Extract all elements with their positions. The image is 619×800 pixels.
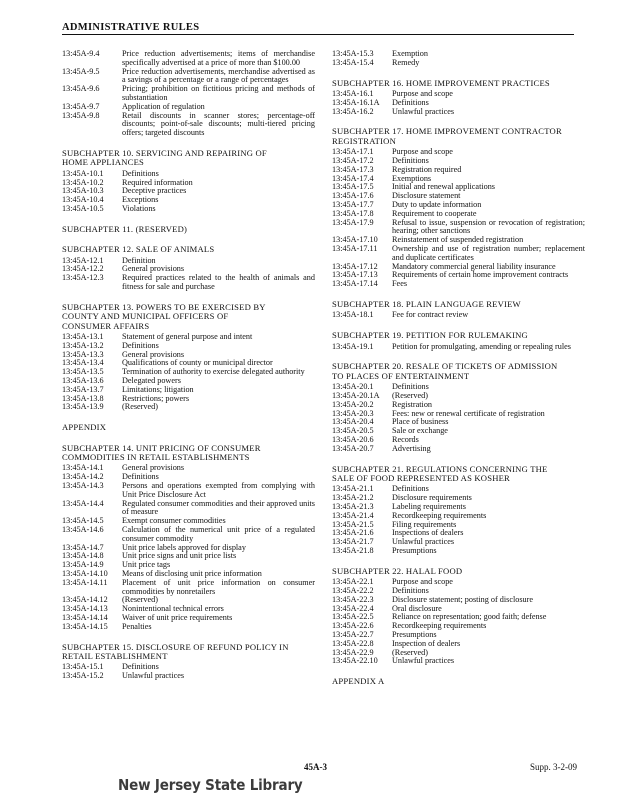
section-number: 13:45A-19.1 <box>332 341 374 351</box>
subchapter-heading-line: CONSUMER AFFAIRS <box>62 320 150 331</box>
section-number: 13:45A-16.2 <box>332 106 374 116</box>
section-number: 13:45A-17.1 <box>332 147 374 157</box>
toc-entry <box>62 205 315 214</box>
section-title: Nonintentional technical errors <box>122 604 224 614</box>
section-number: 13:45A-14.12 <box>62 595 108 605</box>
section-number: 13:45A-9.8 <box>62 110 100 120</box>
section-number: 13:45A-13.6 <box>62 375 104 385</box>
section-number: 13:45A-10.5 <box>62 203 104 213</box>
section-number: 13:45A-13.2 <box>62 340 104 350</box>
subchapter-heading <box>332 127 585 146</box>
library-stamp: New Jersey State Library <box>118 776 303 794</box>
section-number: 13:45A-15.4 <box>332 57 374 67</box>
section-title: Exemption <box>392 49 428 58</box>
section-title: Statement of general purpose and intent <box>122 331 253 341</box>
section-title: Definitions <box>392 382 429 392</box>
toc-entry <box>332 219 585 237</box>
section-number: 13:45A-17.6 <box>332 191 374 201</box>
section-title: (Reserved) <box>392 390 428 400</box>
section-title: Initial and renewal applications <box>392 182 495 192</box>
section-number: 13:45A-17.13 <box>332 270 378 280</box>
section-title: General provisions <box>122 463 185 473</box>
section-title: Registration <box>392 399 433 409</box>
section-title: Penalties <box>122 621 152 631</box>
section-title: Price reduction advertisements; items of merchandise specifically advertised at a price of more than $100.00 <box>122 49 315 67</box>
section-number: 13:45A-17.14 <box>332 279 378 289</box>
toc-entry <box>62 672 315 681</box>
subchapter-heading-line: SUBCHAPTER 22. HALAL FOOD <box>332 565 463 576</box>
section-title: Definitions <box>122 340 159 350</box>
section-title: Unit price signs and unit price lists <box>122 551 237 561</box>
subchapter-heading-line: COMMODITIES IN RETAIL ESTABLISHMENTS <box>62 451 250 462</box>
toc-entry <box>332 343 585 352</box>
section-title: Place of business <box>392 417 449 427</box>
subchapter-heading-line: SUBCHAPTER 18. PLAIN LANGUAGE REVIEW <box>332 298 521 309</box>
section-title: Purpose and scope <box>392 89 453 98</box>
section-number: 13:45A-14.2 <box>62 472 104 482</box>
subchapter-heading-line: SUBCHAPTER 11. (RESERVED) <box>62 223 188 234</box>
subchapter-heading <box>332 465 585 484</box>
section-number: 13:45A-20.1 <box>332 382 374 392</box>
section-title: Disclosure requirements <box>392 493 472 503</box>
left-column <box>62 50 315 681</box>
running-header: ADMINISTRATIVE RULES <box>62 22 200 33</box>
section-title: Reinstatement of suspended registration <box>392 235 524 245</box>
section-title: Definitions <box>122 662 159 672</box>
header-rule <box>62 34 574 35</box>
section-title: Regulated consumer commodities and their approved units of measure <box>122 498 315 517</box>
section-title: Remedy <box>392 57 420 67</box>
section-number: 13:45A-21.5 <box>332 519 374 529</box>
section-number: 13:45A-9.6 <box>62 84 100 94</box>
section-title: Required practices related to the health of animals and fitness for sale and purchase <box>122 273 315 291</box>
section-title: Recordkeeping requirements <box>392 621 487 631</box>
subchapter-heading-line: SALE OF FOOD REPRESENTED AS KOSHER <box>332 472 510 483</box>
section-number: 13:45A-12.1 <box>62 255 104 265</box>
section-number: 13:45A-21.1 <box>332 484 374 494</box>
section-title: General provisions <box>122 264 185 274</box>
section-title: Labeling requirements <box>392 501 466 511</box>
section-number: 13:45A-22.10 <box>332 656 378 666</box>
section-number: 13:45A-14.9 <box>62 560 104 570</box>
toc-entry <box>332 547 585 556</box>
section-number: 13:45A-20.6 <box>332 434 374 444</box>
subchapter-heading-line: APPENDIX <box>62 422 107 433</box>
toc-entry <box>332 245 585 263</box>
subchapter-heading-line: SUBCHAPTER 12. SALE OF ANIMALS <box>62 244 215 255</box>
section-number: 13:45A-22.2 <box>332 585 374 595</box>
section-number: 13:45A-22.3 <box>332 594 374 604</box>
section-number: 13:45A-20.2 <box>332 399 374 409</box>
section-number: 13:45A-14.10 <box>62 568 108 578</box>
section-number: 13:45A-15.3 <box>332 49 374 58</box>
section-title: Limitations; litigation <box>122 384 194 394</box>
section-title: Delegated powers <box>122 375 181 385</box>
section-number: 13:45A-17.3 <box>332 164 374 174</box>
section-title: Duty to update information <box>392 199 482 209</box>
section-title: (Reserved) <box>392 647 428 657</box>
section-number: 13:45A-13.5 <box>62 367 104 377</box>
section-title: Exemptions <box>392 173 432 183</box>
toc-entry <box>62 85 315 103</box>
section-title: Registration required <box>392 164 462 174</box>
toc-entry <box>62 403 315 412</box>
section-title: Fees: new or renewal certificate of registration <box>392 408 545 418</box>
section-number: 13:45A-21.7 <box>332 537 374 547</box>
section-title: Inspections of dealers <box>392 528 464 538</box>
section-number: 13:45A-16.1A <box>332 97 380 107</box>
section-number: 13:45A-21.3 <box>332 501 374 511</box>
section-number: 13:45A-20.3 <box>332 408 374 418</box>
subchapter-heading-line: SUBCHAPTER 17. HOME IMPROVEMENT CONTRACTOR <box>332 126 562 137</box>
section-title: (Reserved) <box>122 595 158 605</box>
section-number: 13:45A-14.5 <box>62 516 104 526</box>
toc-entry <box>332 445 585 454</box>
section-number: 13:45A-15.1 <box>62 662 104 672</box>
section-title: Unlawful practices <box>392 106 455 116</box>
subchapter-heading-line: SUBCHAPTER 19. PETITION FOR RULEMAKING <box>332 330 528 341</box>
section-title: Presumptions <box>392 629 437 639</box>
section-number: 13:45A-14.14 <box>62 612 108 622</box>
toc-entry <box>62 274 315 292</box>
toc-entry <box>62 112 315 138</box>
subchapter-heading-line: APPENDIX A <box>332 676 385 687</box>
toc-entry <box>62 526 315 544</box>
section-title: Oral disclosure <box>392 603 442 613</box>
section-title: Definitions <box>392 156 429 165</box>
section-number: 13:45A-20.4 <box>332 417 374 427</box>
section-title: Definitions <box>392 585 429 595</box>
section-title: Mandatory commercial general liability insurance <box>392 261 556 271</box>
section-number: 13:45A-20.5 <box>332 426 374 436</box>
section-number: 13:45A-17.12 <box>332 261 378 271</box>
section-title: Petition for promulgating, amending or repealing rules <box>392 341 571 351</box>
section-title: Disclosure statement <box>392 191 461 201</box>
section-number: 13:45A-14.6 <box>62 524 104 534</box>
section-title: (Reserved) <box>122 402 158 412</box>
section-number: 13:45A-9.7 <box>62 101 100 111</box>
section-number: 13:45A-10.4 <box>62 195 104 205</box>
section-title: Retail discounts in scanner stores; percentage-off discounts; point-of-sale discounts; multi-tiered pricing offers; targeted discounts <box>122 110 315 138</box>
section-title: Purpose and scope <box>392 147 453 157</box>
section-title: Ownership and use of registration number; replacement and duplicate certificates <box>392 243 585 262</box>
toc-entry <box>62 482 315 500</box>
section-title: Unit price tags <box>122 560 171 570</box>
page-number: 45A-3 <box>304 762 327 772</box>
subchapter-heading <box>62 303 315 331</box>
toc-entry <box>62 68 315 86</box>
section-number: 13:45A-13.8 <box>62 393 104 403</box>
section-number: 13:45A-13.1 <box>62 331 104 341</box>
subchapter-heading <box>62 423 315 432</box>
section-number: 13:45A-12.3 <box>62 273 104 283</box>
section-title: Requirement to cooperate <box>392 208 477 218</box>
section-number: 13:45A-20.1A <box>332 390 380 400</box>
section-number: 13:45A-14.15 <box>62 621 108 631</box>
section-title: Purpose and scope <box>392 577 453 587</box>
section-title: Unlawful practices <box>122 671 185 681</box>
section-title: Inspection of dealers <box>392 638 461 648</box>
section-title: Calculation of the numerical unit price of a regulated consumer commodity <box>122 524 315 543</box>
toc-entry <box>62 579 315 597</box>
section-number: 13:45A-21.4 <box>332 510 374 520</box>
toc-entry <box>332 108 585 117</box>
section-number: 13:45A-10.3 <box>62 186 104 196</box>
subchapter-heading <box>332 677 585 686</box>
subchapter-heading-line: HOME APPLIANCES <box>62 157 145 168</box>
section-number: 13:45A-14.13 <box>62 604 108 614</box>
subchapter-heading-line: RETAIL ESTABLISHMENT <box>62 650 168 661</box>
toc-entry <box>332 59 585 68</box>
section-number: 13:45A-17.11 <box>332 243 378 253</box>
section-number: 13:45A-15.2 <box>62 671 104 681</box>
section-number: 13:45A-17.4 <box>332 173 374 183</box>
section-title: Definition <box>122 255 156 265</box>
section-title: Pricing; prohibition on fictitious pricing and methods of substantiation <box>122 84 315 102</box>
section-number: 13:45A-22.4 <box>332 603 374 613</box>
supplement-date: Supp. 3-2-09 <box>530 762 577 772</box>
subchapter-heading <box>62 225 315 234</box>
section-title: Exceptions <box>122 195 159 205</box>
section-title: Recordkeeping requirements <box>392 510 487 520</box>
section-number: 13:45A-10.2 <box>62 177 104 187</box>
subchapter-heading-line: SUBCHAPTER 21. REGULATIONS CONCERNING THE <box>332 463 548 474</box>
section-number: 13:45A-14.8 <box>62 551 104 561</box>
section-title: Price reduction advertisements, merchandise advertised as a savings of a percentage or a range of percentages <box>122 66 315 85</box>
subchapter-heading-line: SUBCHAPTER 14. UNIT PRICING OF CONSUMER <box>62 442 261 453</box>
section-number: 13:45A-13.3 <box>62 349 104 359</box>
section-number: 13:45A-9.5 <box>62 66 100 76</box>
section-title: Definitions <box>122 472 159 482</box>
section-title: Restrictions; powers <box>122 393 190 403</box>
section-title: Application of regulation <box>122 101 205 111</box>
right-column <box>332 50 585 689</box>
section-number: 13:45A-21.6 <box>332 528 374 538</box>
section-number: 13:45A-13.4 <box>62 358 104 368</box>
subchapter-heading-line: SUBCHAPTER 16. HOME IMPROVEMENT PRACTICES <box>332 77 550 88</box>
subchapter-heading-line: COUNTY AND MUNICIPAL OFFICERS OF <box>62 311 229 322</box>
section-title: Persons and operations exempted from complying with Unit Price Disclosure Act <box>122 480 315 499</box>
subchapter-heading <box>332 331 585 340</box>
section-number: 13:45A-14.1 <box>62 463 104 473</box>
section-title: Placement of unit price information on consumer commodities by nonretailers <box>122 577 315 596</box>
toc-entry <box>332 280 585 289</box>
section-number: 13:45A-18.1 <box>332 310 374 320</box>
section-title: Definitions <box>122 168 159 178</box>
section-title: Waiver of unit price requirements <box>122 612 233 622</box>
section-number: 13:45A-9.4 <box>62 49 100 58</box>
section-number: 13:45A-14.7 <box>62 542 104 552</box>
toc-entry <box>332 657 585 666</box>
section-title: Presumptions <box>392 545 437 555</box>
toc-entry <box>62 623 315 632</box>
subchapter-heading <box>332 79 585 88</box>
subchapter-heading-line: SUBCHAPTER 20. RESALE OF TICKETS OF ADMISSION <box>332 361 558 372</box>
section-number: 13:45A-22.5 <box>332 612 374 622</box>
section-title: General provisions <box>122 349 185 359</box>
section-title: Required information <box>122 177 193 187</box>
section-number: 13:45A-17.10 <box>332 235 378 245</box>
section-title: Requirements of certain home improvement contracts <box>392 270 569 280</box>
section-title: Fees <box>392 279 408 289</box>
section-number: 13:45A-21.8 <box>332 545 374 555</box>
section-number: 13:45A-22.7 <box>332 629 374 639</box>
subchapter-heading <box>62 149 315 168</box>
toc-entry <box>62 500 315 518</box>
section-number: 13:45A-17.5 <box>332 182 374 192</box>
section-title: Disclosure statement; posting of disclosure <box>392 594 533 604</box>
section-number: 13:45A-20.7 <box>332 443 374 453</box>
section-title: Definitions <box>392 484 429 494</box>
section-number: 13:45A-13.9 <box>62 402 104 412</box>
section-title: Means of disclosing unit price information <box>122 568 262 578</box>
section-title: Unlawful practices <box>392 656 455 666</box>
section-number: 13:45A-14.11 <box>62 577 108 587</box>
subchapter-heading <box>332 300 585 309</box>
section-title: Fee for contract review <box>392 310 469 320</box>
section-title: Definitions <box>392 97 429 107</box>
toc-entry <box>332 311 585 320</box>
section-number: 13:45A-17.8 <box>332 208 374 218</box>
section-title: Violations <box>122 203 156 213</box>
subchapter-heading <box>62 444 315 463</box>
section-number: 13:45A-16.1 <box>332 89 374 98</box>
subchapter-heading <box>62 643 315 662</box>
section-number: 13:45A-17.2 <box>332 156 374 165</box>
section-title: Qualifications of county or municipal director <box>122 358 273 368</box>
section-number: 13:45A-10.1 <box>62 168 104 178</box>
section-title: Filing requirements <box>392 519 457 529</box>
section-number: 13:45A-22.1 <box>332 577 374 587</box>
section-title: Exempt consumer commodities <box>122 516 226 526</box>
subchapter-heading-line: SUBCHAPTER 13. POWERS TO BE EXERCISED BY <box>62 301 266 312</box>
subchapter-heading-line: REGISTRATION <box>332 135 396 146</box>
section-number: 13:45A-14.4 <box>62 498 104 508</box>
section-number: 13:45A-21.2 <box>332 493 374 503</box>
section-number: 13:45A-17.7 <box>332 199 374 209</box>
section-title: Termination of authority to exercise delegated authority <box>122 367 305 377</box>
section-title: Sale or exchange <box>392 426 448 436</box>
subchapter-heading <box>332 567 585 576</box>
subchapter-heading-line: SUBCHAPTER 15. DISCLOSURE OF REFUND POLICY IN <box>62 641 289 652</box>
subchapter-heading <box>332 362 585 381</box>
toc-entry <box>62 50 315 68</box>
subchapter-heading-line: SUBCHAPTER 10. SERVICING AND REPAIRING OF <box>62 147 267 158</box>
section-number: 13:45A-13.7 <box>62 384 104 394</box>
section-title: Records <box>392 434 419 444</box>
section-title: Refusal to issue, suspension or revocation of registration; hearing; other sanctions <box>392 217 585 236</box>
section-number: 13:45A-14.3 <box>62 480 104 490</box>
section-number: 13:45A-22.9 <box>332 647 374 657</box>
section-title: Advertising <box>392 443 431 453</box>
section-number: 13:45A-22.8 <box>332 638 374 648</box>
section-title: Unlawful practices <box>392 537 455 547</box>
section-title: Unit price labels approved for display <box>122 542 246 552</box>
section-number: 13:45A-17.9 <box>332 217 374 227</box>
section-number: 13:45A-22.6 <box>332 621 374 631</box>
section-number: 13:45A-12.2 <box>62 264 104 274</box>
subchapter-heading-line: TO PLACES OF ENTERTAINMENT <box>332 370 470 381</box>
section-title: Deceptive practices <box>122 186 187 196</box>
section-title: Reliance on representation; good faith; defense <box>392 612 547 622</box>
subchapter-heading <box>62 245 315 254</box>
